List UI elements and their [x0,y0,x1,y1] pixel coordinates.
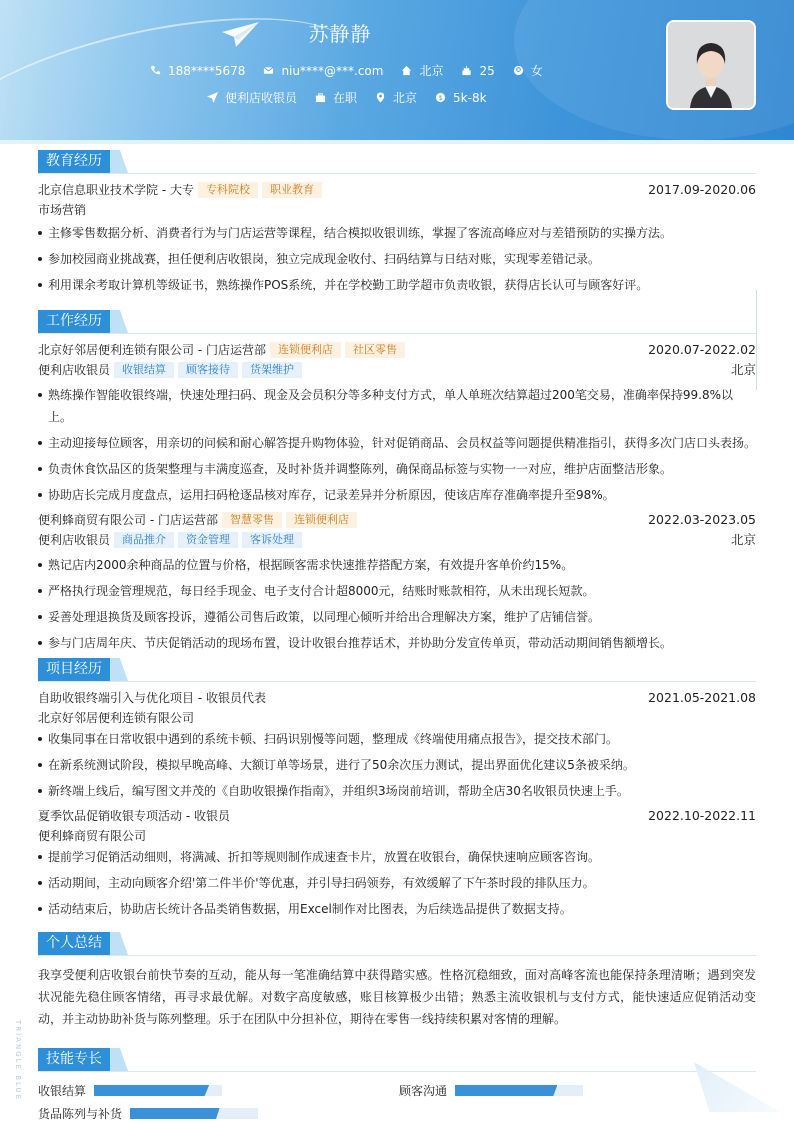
phone-item [150,64,245,78]
summary-title: 个人总结 [38,932,110,955]
role-name: 便利店收银员 [38,533,111,547]
work-entry-header [38,340,756,360]
summary-section [38,932,756,1030]
skill-item [399,1082,583,1099]
list-item: 收集同事在日常收银中遇到的系统卡顿、扫码识别慢等问题，整理成《终端使用痛点报告》，提交技术部门。 [38,728,756,750]
email-text: niu****@***.com [281,63,384,78]
project-name: 自助收银终端引入与优化项目 - 收银员代表 [38,691,266,705]
candidate-name: 苏静静 [308,22,372,46]
skill-bar [455,1085,583,1096]
education-entry-header [38,180,756,200]
svg-text:$: $ [438,93,443,102]
skill-bar [130,1108,258,1119]
list-item: 在新系统测试阶段，模拟早晚高峰、大额订单等场景，进行了50余次压力测试，提出界面优化建议5条被采纳。 [38,754,756,776]
skills-section [38,1048,756,1072]
major: 市场营销 [38,203,87,217]
divider-line [756,290,757,390]
list-item: 妥善处理退换货及顾客投诉，遵循公司售后政策，以同理心倾听并给出合理解决方案，维护了店铺信誉。 [38,606,756,628]
education-section [38,150,756,300]
cake-icon [461,65,472,76]
project-name: 夏季饮品促销收银专项活动 - 收银员 [38,809,230,823]
list-item: 严格执行现金管理规范，每日经手现金、电子支付合计超8000元，结账时账款相符，从未出现长短款。 [38,580,756,602]
work-section [38,310,756,658]
work-role-line [38,530,756,550]
city-text: 北京 [419,64,444,78]
list-item: 利用课余考取计算机等级证书，熟练操作POS系统，并在学校勤工助学超市负责收银，获得店长认可与顾客好评。 [38,274,756,296]
skills-title: 技能专长 [38,1048,110,1071]
target-city-text: 北京 [393,91,418,105]
project-entry-header [38,806,756,826]
project-date: 2022.10-2022.11 [648,808,756,823]
job-intent-row [207,89,487,106]
list-item: 协助店长完成月度盘点，运用扫码枪逐品核对库存，记录差异并分析原因，使该店库存准确率提升至98%。 [38,484,756,506]
summary-heading [38,932,756,956]
email-item [263,64,383,78]
education-bullets [38,222,756,296]
role-name: 便利店收银员 [38,363,111,377]
age-item [461,64,494,78]
avatar [666,20,756,110]
list-item: 主修零售数据分析、消费者行为与门店运营等课程，结合模拟收银训练，掌握了客流高峰应对与差错预防的实操方法。 [38,222,756,244]
school-name: 北京信息职业技术学院 - 大专 [38,183,194,197]
target-job-item [207,89,297,106]
briefcase-icon [315,92,326,103]
projects-heading [38,658,756,682]
heading-tail-decoration [110,1048,128,1071]
work-date: 2022.03-2023.05 [648,512,756,527]
skill-tag: 商品推介 [114,532,174,548]
gender-icon [513,65,524,76]
work-location: 北京 [730,532,756,547]
city-item [401,62,443,79]
work-title: 工作经历 [38,310,110,333]
status-text: 在职 [333,91,358,105]
heading-tail-decoration [110,310,128,333]
salary-item [435,91,487,105]
list-item: 负责休食饮品区的货架整理与丰满度巡查，及时补货并调整陈列，确保商品标签与实物一一对应，维护店面整洁形象。 [38,458,756,480]
heading-tail-decoration [110,932,128,955]
header-banner [0,0,794,140]
project-bullets [38,728,756,802]
skill-tag: 资金管理 [178,532,238,548]
skill-bar-fill [455,1085,557,1096]
work-bullets [38,554,756,654]
skill-name: 货品陈列与补货 [38,1107,123,1121]
money-icon [435,92,446,103]
salary-text: 5k-8k [453,90,487,105]
list-item: 活动结束后，协助店长统计各品类销售数据，用Excel制作对比图表，为后续选品提供了数据支持。 [38,898,756,920]
heading-tail-decoration [110,150,128,173]
company-tag: 社区零售 [345,342,405,358]
skills-heading [38,1048,756,1072]
phone-icon [150,65,161,76]
work-date: 2020.07-2022.02 [648,342,756,357]
skill-item [38,1105,258,1122]
work-heading [38,310,756,334]
contact-row [150,62,543,79]
work-entry-header [38,510,756,530]
company-tag: 连锁便利店 [270,342,341,358]
list-item: 参加校园商业挑战赛，担任便利店收银岗，独立完成现金收付、扫码结算与日结对账，实现零差错记录。 [38,248,756,270]
project-bullets [38,846,756,920]
list-item: 参与门店周年庆、节庆促销活动的现场布置，设计收银台推荐话术，并协助分发宣传单页，带动活动期间销售额增长。 [38,632,756,654]
target-job-text: 便利店收银员 [225,91,298,105]
company-tag: 连锁便利店 [286,512,357,528]
phone-text: 188****5678 [168,63,246,78]
skill-item [38,1082,222,1099]
work-location: 北京 [730,362,756,377]
education-heading [38,150,756,174]
school-tag: 职业教育 [262,182,322,198]
list-item: 熟记店内2000余种商品的位置与价格，根据顾客需求快速推荐搭配方案，有效提升客单价约15%。 [38,554,756,576]
work-bullets [38,384,756,506]
skill-tag: 客诉处理 [242,532,302,548]
header-underline [0,140,794,144]
send-icon [207,92,218,103]
age-text: 25 [479,63,495,78]
skill-bar-fill [130,1108,220,1119]
project-entry-header [38,688,756,708]
company-name: 北京好邻居便利连锁有限公司 - 门店运营部 [38,343,266,357]
education-title: 教育经历 [38,150,110,173]
skill-bar [94,1085,222,1096]
school-tag: 专科院校 [198,182,258,198]
project-org: 便利蜂商贸有限公司 [38,829,147,843]
status-item [315,89,357,106]
list-item: 主动迎接每位顾客，用亲切的问候和耐心解答提升购物体验，针对促销商品、会员权益等问题提供精准指引，获得多次门店口头表扬。 [38,432,756,454]
skill-name: 顾客沟通 [399,1084,448,1098]
project-date: 2021.05-2021.08 [648,690,756,705]
summary-text: 我享受便利店收银台前快节奏的互动，能从每一笔准确结算中获得踏实感。性格沉稳细致，面对高峰客流也能保持条理清晰；遇到突发状况能先稳住顾客情绪，再寻求最优解。对数字高度敏感，账目核算极少出错；熟悉主流收银机与支付方式，能快速适应促销活动变动，并主动协助补货与陈列整理。乐于在团队中分担补位，期待在零售一线持续积累对客情的理解。 [38,968,756,1026]
list-item: 新终端上线后，编写图文并茂的《自助收银操作指南》，并组织3场岗前培训，帮助全店30名收银员快速上手。 [38,780,756,802]
education-date: 2017.09-2020.06 [648,182,756,197]
home-icon [401,65,412,76]
list-item: 活动期间，主动向顾客介绍'第二件半价'等优惠，并引导扫码领券，有效缓解了下午茶时段的排队压力。 [38,872,756,894]
skill-tag: 货架维护 [242,362,302,378]
skill-bar-fill [94,1085,209,1096]
work-role-line [38,360,756,380]
list-item: 提前学习促销活动细则，将满减、折扣等规则制作成速查卡片，放置在收银台，确保快速响应顾客咨询。 [38,846,756,868]
project-org: 北京好邻居便利连锁有限公司 [38,711,195,725]
skill-name: 收银结算 [38,1084,87,1098]
list-item: 熟练操作智能收银终端，快速处理扫码、现金及会员积分等多种支付方式，单人单班次结算超过200笔交易，准确率保持99.8%以上。 [38,384,756,428]
location-pin-icon [375,92,386,103]
skill-tag: 顾客接待 [178,362,238,378]
projects-title: 项目经历 [38,658,110,681]
heading-tail-decoration [110,658,128,681]
gender-text: 女 [530,64,543,78]
company-name: 便利蜂商贸有限公司 - 门店运营部 [38,513,218,527]
portrait-image [668,22,754,108]
mail-icon [263,65,274,76]
company-tag: 智慧零售 [222,512,282,528]
side-watermark-text: TRIANGLE BLUE [14,1020,22,1102]
projects-section [38,658,756,924]
target-city-item [375,89,417,106]
gender-item [513,62,543,79]
skill-tag: 收银结算 [114,362,174,378]
